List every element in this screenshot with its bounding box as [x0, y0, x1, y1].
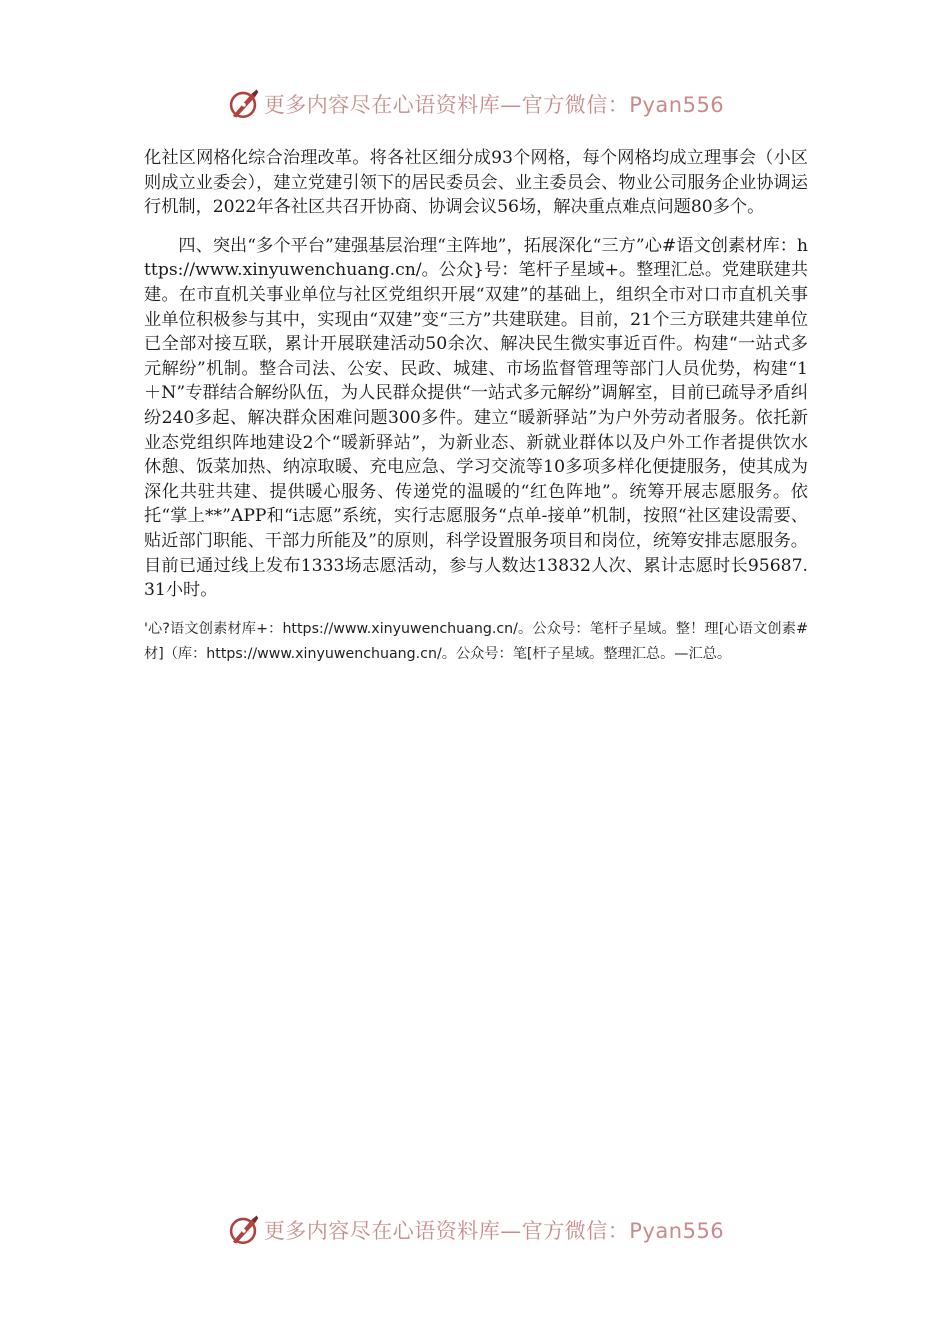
source-footnote: '心?语文创素材库+：https://www.xinyuwenchuang.cn/。公众号：笔杆子星域。整！理[心语文创素#材]（库：https://www.xinyuwenchuang.cn/。公众号：笔[杆子星域。整理汇总。—汇总。 — [144, 620, 808, 662]
document-body — [144, 146, 808, 667]
pen-nib-logo-icon — [226, 1213, 260, 1247]
footer-banner-text: 更多内容尽在心语资料库—官方微信：Pyan556 — [263, 1219, 725, 1243]
footer-banner — [0, 1210, 950, 1250]
pen-nib-logo-icon — [226, 87, 260, 121]
header-banner-text: 更多内容尽在心语资料库—官方微信：Pyan556 — [263, 93, 725, 117]
header-banner — [0, 84, 950, 124]
paragraph-1: 化社区网格化综合治理改革。将各社区细分成93个网格，每个网格均成立理事会（小区则成立业委会），建立党建引领下的居民委员会、业主委员会、物业公司服务企业协调运行机制，2022年各社区共召开协商、协调会议56场，解决重点难点问题80多个。 — [144, 148, 808, 218]
paragraph-2: 四、突出“多个平台”建强基层治理“主阵地”，拓展深化“三方”心#语文创素材库：https://www.xinyuwenchuang.cn/。公众}号：笔杆子星域+。整理汇总。党建联建共建。在市直机关事业单位与社区党组织开展“双建”的基础上，组织全市对口市直机关事业单位积极参与其中，实现由“双建”变“三方”共建联建。目前，21个三方联建共建单位已全部对接互联，累计开展联建活动50余次、解决民生微实事近百件。构建“一站式多元解纷”机制。整合司法、公安、民政、城建、市场监督管理等部门人员优势，构建“1＋N”专群结合解纷队伍，为人民群众提供“一站式多元解纷”调解室，目前已疏导矛盾纠纷240多起、解决群众困难问题300多件。建立“暖新驿站”为户外劳动者服务。依托新业态党组织阵地建设2个“暖新驿站”，为新业态、新就业群体以及户外工作者提供饮水休憩、饭菜加热、纳凉取暖、充电应急、学习交流等10多项多样化便捷服务，使其成为深化共驻共建、提供暖心服务、传递党的温暖的“红色阵地”。统筹开展志愿服务。依托“掌上**”APP和“i志愿”系统，实行志愿服务“点单-接单”机制，按照“社区建设需要、贴近部门职能、干部力所能及”的原则，科学设置服务项目和岗位，统筹安排志愿服务。目前已通过线上发布1333场志愿活动，参与人数达13832人次、累计志愿时长95687.31小时。 — [144, 235, 808, 601]
